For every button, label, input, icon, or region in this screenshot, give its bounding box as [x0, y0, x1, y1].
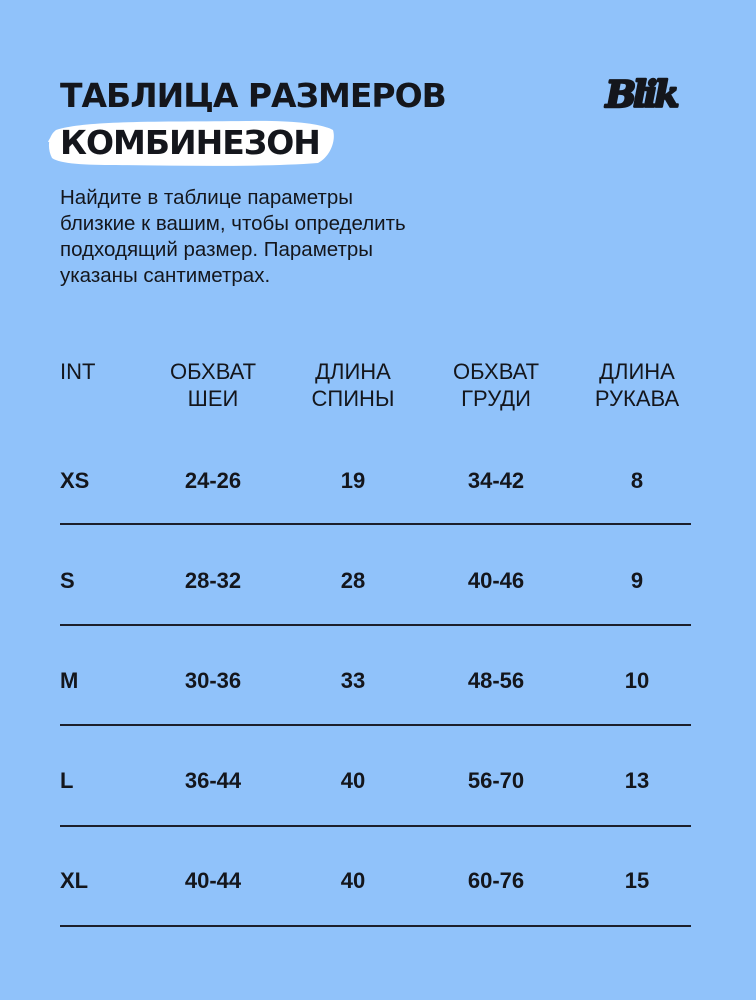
column-header-back-length	[305, 358, 401, 412]
column-header-line: ГРУДИ	[461, 386, 531, 411]
table-cell-chest: 34-42	[467, 468, 525, 493]
column-header-line: РУКАВА	[594, 386, 680, 411]
intro-line: Найдите в таблице параметры	[60, 186, 353, 209]
table-cell-sleeve-length: 10	[624, 668, 650, 693]
table-cell-chest: 56-70	[467, 768, 525, 793]
intro-line: подходящий размер. Параметры	[60, 238, 374, 261]
table-cell-sleeve-length: 8	[630, 468, 644, 493]
table-cell-back-length: 33	[340, 668, 366, 693]
table-cell-neck: 30-36	[184, 668, 242, 693]
column-header-line: ДЛИНА	[315, 359, 391, 384]
row-divider	[60, 724, 691, 726]
table-cell-chest: 60-76	[467, 868, 525, 893]
column-header-int	[60, 358, 95, 385]
table-cell-chest: 40-46	[467, 568, 525, 593]
intro-line: указаны сантиметрах.	[60, 264, 271, 287]
intro-line: близкие к вашим, чтобы определить	[60, 212, 406, 235]
column-header-line: ШЕИ	[187, 386, 239, 411]
column-header-line: ОБХВАТ	[452, 359, 540, 384]
table-cell-size: L	[60, 768, 74, 793]
row-divider	[60, 523, 691, 525]
table-cell-back-length: 40	[340, 868, 366, 893]
logo-wordmark: Blik	[605, 74, 677, 116]
row-divider	[60, 825, 691, 827]
table-cell-back-length: 19	[340, 468, 366, 493]
table-cell-sleeve-length: 15	[624, 868, 650, 893]
table-cell-size: M	[60, 668, 79, 693]
row-divider	[60, 624, 691, 626]
table-cell-neck: 24-26	[184, 468, 242, 493]
table-cell-back-length: 40	[340, 768, 366, 793]
column-header-line: INT	[60, 359, 96, 384]
column-header-line: ДЛИНА	[599, 359, 675, 384]
table-cell-chest: 48-56	[467, 668, 525, 693]
table-cell-neck: 28-32	[184, 568, 242, 593]
column-header-line: СПИНЫ	[311, 386, 395, 411]
table-cell-sleeve-length: 13	[624, 768, 650, 793]
column-header-neck	[165, 358, 261, 412]
column-header-sleeve-length	[587, 358, 687, 412]
column-header-line: ОБХВАТ	[169, 359, 257, 384]
table-cell-back-length: 28	[340, 568, 366, 593]
column-header-chest	[448, 358, 544, 412]
row-divider	[60, 925, 691, 927]
table-cell-neck: 40-44	[184, 868, 242, 893]
page-title: ТАБЛИЦА РАЗМЕРОВ	[60, 76, 446, 115]
table-cell-neck: 36-44	[184, 768, 242, 793]
table-cell-sleeve-length: 9	[630, 568, 644, 593]
table-cell-size: S	[60, 568, 75, 593]
page-subtitle: КОМБИНЕЗОН	[60, 123, 320, 162]
table-cell-size: XS	[60, 468, 90, 493]
table-cell-size: XL	[60, 868, 89, 893]
